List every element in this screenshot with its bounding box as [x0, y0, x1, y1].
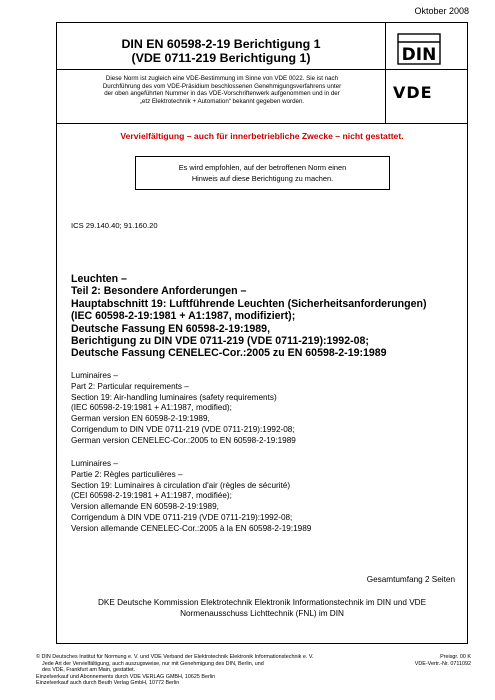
document-title: [57, 37, 385, 65]
hint-line: Hinweis auf diese Berichtigung zu machen.: [191, 174, 334, 183]
copyright-line: Einzelverkauf und Abonnements durch VDE VERLAG GMBH, 10625 Berlin: [36, 673, 216, 680]
title-fr-line: Version allemande EN 60598-2-19:1989,: [71, 502, 219, 512]
title-de-line: Leuchten –: [71, 273, 127, 285]
title-en-line: Corrigendum to DIN VDE 0711-219 (VDE 0711-219):1992-08;: [71, 424, 295, 434]
divider: [57, 69, 467, 70]
title-line: DIN EN 60598-2-19 Berichtigung 1: [121, 37, 321, 51]
committee-line: DKE Deutsche Kommission Elektrotechnik Elektronik Informationstechnik im DIN und VDE: [97, 598, 427, 607]
svg-text:DIN: DIN: [401, 45, 437, 65]
title-fr-line: Version allemande CENELEC-Cor.:2005 à la EN 60598-2-19:1989: [71, 523, 312, 533]
divider: [385, 23, 386, 123]
notice-line: Diese Norm ist zugleich eine VDE-Bestimmung im Sinne von VDE 0022. Sie ist nach: [105, 75, 339, 82]
price-group: Preisgr. 00 K: [440, 654, 471, 660]
divider: [57, 123, 467, 124]
title-de-line: Berichtigung zu DIN VDE 0711-219 (VDE 0711-219):1992-08;: [71, 335, 369, 348]
issue-date: Oktober 2008: [414, 6, 469, 16]
title-fr-line: Section 19: Luminaires à circulation d'air (règles de sécurité): [71, 480, 291, 490]
title-en-line: Section 19: Air-handling luminaires (safety requirements): [71, 392, 277, 402]
copyright-line: des VDE, Frankfurt am Main, gestattet.: [42, 667, 136, 674]
correction-hint: [135, 156, 390, 190]
page-count: Gesamtumfang 2 Seiten: [366, 575, 455, 584]
notice-line: der oben angeführten Nummer in das VDE-Vorschriftenwerk aufgenommen und in der: [104, 90, 340, 98]
hint-line: Es wird empfohlen, auf der betroffenen Norm einen: [178, 163, 347, 172]
vde-order-number: VDE-Vertr.-Nr. 0711092: [414, 660, 471, 667]
title-english: [71, 371, 463, 447]
copy-warning: Vervielfältigung – auch für innerbetriebliche Zwecke – nicht gestattet.: [120, 131, 404, 141]
copyright-line: Einzelverkauf auch durch Beuth Verlag GmbH, 10772 Berlin: [36, 680, 180, 687]
vde-logo-icon: VDE: [393, 83, 433, 102]
title-de-line: (IEC 60598-2-19:1981 + A1:1987, modifiziert);: [71, 310, 296, 323]
vde-notice: [61, 75, 383, 105]
title-de-line: Deutsche Fassung CENELEC-Cor.:2005 zu EN 60598-2-19:1989: [71, 347, 387, 360]
title-en-line: German version EN 60598-2-19:1989,: [71, 414, 210, 424]
title-fr-line: Partie 2: Règles particulières –: [71, 469, 183, 479]
copyright-notice: [36, 654, 406, 687]
committee-line: Normenausschuss Lichttechnik (FNL) im DIN: [180, 609, 344, 618]
title-en-line: Part 2: Particular requirements –: [71, 381, 189, 391]
title-de-line: Teil 2: Besondere Anforderungen –: [71, 285, 247, 298]
title-line: (VDE 0711-219 Berichtigung 1): [131, 51, 311, 65]
ics-code: ICS 29.140.40; 91.160.20: [71, 221, 158, 230]
title-en-line: German version CENELEC-Cor.:2005 to EN 60598-2-19:1989: [71, 435, 296, 445]
notice-line: Durchführung des vom VDE-Präsidium beschlossenen Genehmigungsverfahrens unter: [102, 82, 342, 90]
copyright-line: Jede Art der Vervielfältigung, auch auszugsweise, nur mit Genehmigung des DIN, Berlin, und: [42, 660, 264, 667]
title-fr-line: (CEI 60598-2-19:1981 + A1:1987, modifiée);: [71, 491, 232, 501]
notice-line: „etz Elektrotechnik + Automation“ bekannt gegeben worden.: [139, 97, 305, 105]
title-en-line: (IEC 60598-2-19:1981 + A1:1987, modified);: [71, 403, 232, 413]
title-de-line: Hauptabschnitt 19: Luftführende Leuchten (Sicherheitsanforderungen): [71, 297, 427, 310]
din-logo-icon: [397, 33, 441, 65]
title-fr-line: Corrigendum à DIN VDE 0711-219 (VDE 0711-219):1992-08;: [71, 512, 293, 522]
title-page-frame: [56, 22, 468, 644]
copyright-line: © DIN Deutsches Institut für Normung e. V. und VDE Verband der Elektrotechnik Elektronik Informationstechnik e. V.: [36, 654, 314, 660]
title-de-line: Deutsche Fassung EN 60598-2-19:1989,: [71, 322, 271, 335]
title-french: [71, 459, 463, 535]
title-german: [71, 273, 463, 360]
committee-info: [57, 597, 467, 619]
title-fr-line: Luminaires –: [71, 459, 118, 468]
price-info: [415, 654, 471, 667]
title-en-line: Luminaires –: [71, 371, 118, 380]
